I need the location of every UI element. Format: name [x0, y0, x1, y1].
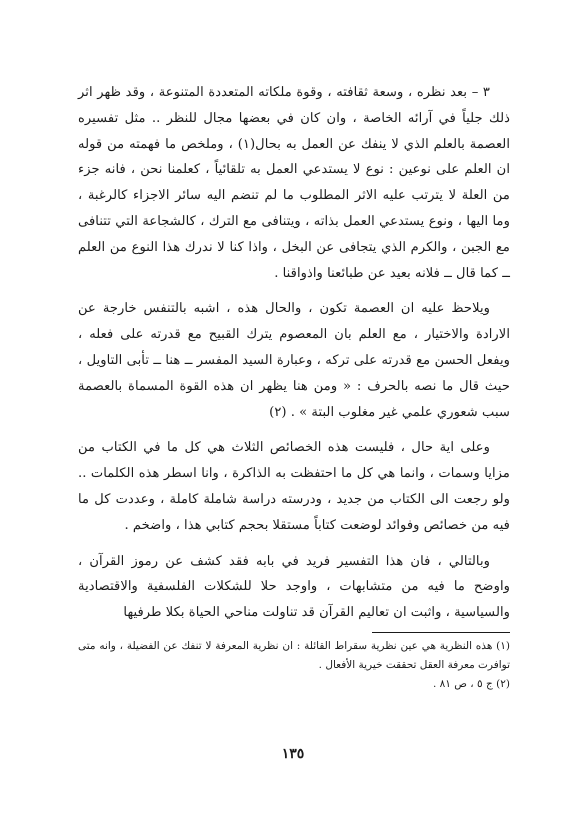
paragraph-3: وعلى اية حال ، فليست هذه الخصائص الثلاث هي كل ما في الكتاب من مزايا وسمات ، وانما هي كل ما احتفظت به الذاكرة ، وانا اسطر هذه الكلمات .. ولو رجعت الى الكتاب من جديد ، ودرسته دراسة شاملة كاملة ، وعددت كل ما فيه من خصائص وفوائد لوضعت كتاباً مستقلا بحجم كتابي هذا ، واضخم .: [78, 440, 510, 533]
paragraph-4: وبالتالي ، فان هذا التفسير فريد في بابه فقد كشف عن رموز القرآن ، واوضح ما فيه من متشابهات ، واوجد حلا للشكلات الفلسفية والاقتصادية والسياسية ، واثبت ان تعاليم القرآن قد تناولت مناحي الحياة بكلا طرفيها: [78, 553, 510, 621]
paragraph-1: ٣ – بعد نظره ، وسعة ثقافته ، وقوة ملكاته المتعددة المتنوعة ، وقد ظهر اثر ذلك جلياً في آرائه الخاصة ، وان كان في بعضها مجال للنظر .. مثل تفسيره العصمة بالعلم الذي لا ينفك عن العمل به بحال(١) ، وملخص ما فهمته من قوله ان العلم على نوعين : نوع لا يستدعي العمل به تلقائياً ، كعلمنا نحن ، فانه جزء من العلة لا يترتب عليه الاثر المطلوب ما لم تنضم اليه سائر الاجزاء كالرغبة ، وما اليها ، ونوع يستدعي العمل بذاته ، ويتنافى مع الترك ، كالشجاعة التي تتنافى مع الجبن ، والكرم الذي يتجافى عن البخل ، واذا كنا لا ندرك هذا النوع من العلم ــ كما قال ــ فلانه بعيد عن طبائعنا واذواقنا .: [78, 85, 510, 281]
footnote-1: (١) هذه النظرية هي عين نظرية سقراط القائلة : ان نظرية المعرفة لا تنفك عن الفضيلة ، وانه متى توافرت معرفة العقل تحققت خيرية الأفعال .: [78, 639, 510, 671]
document-page: [78, 80, 510, 694]
page-number: ١٣٥: [281, 746, 305, 762]
paragraph-2: ويلاحظ عليه ان العصمة تكون ، والحال هذه ، اشبه بالتنفس خارجة عن الارادة والاختيار ، مع العلم بان المعصوم يترك القبيح مع قدرته على فعله ، ويفعل الحسن مع قدرته على تركه ، وعبارة السيد المفسر ــ هنا ــ تأبى التاويل ، حيث قال ما نصه بالحرف : « ومن هنا يظهر ان هذه القوة المسماة بالعصمة سبب شعوري علمي غير مغلوب البتة » . (٢): [78, 301, 510, 420]
footnote-divider: [372, 632, 510, 633]
footnote-2: (٢) ج ٥ ، ص ٨١ .: [432, 677, 510, 690]
footnotes: [78, 637, 510, 694]
